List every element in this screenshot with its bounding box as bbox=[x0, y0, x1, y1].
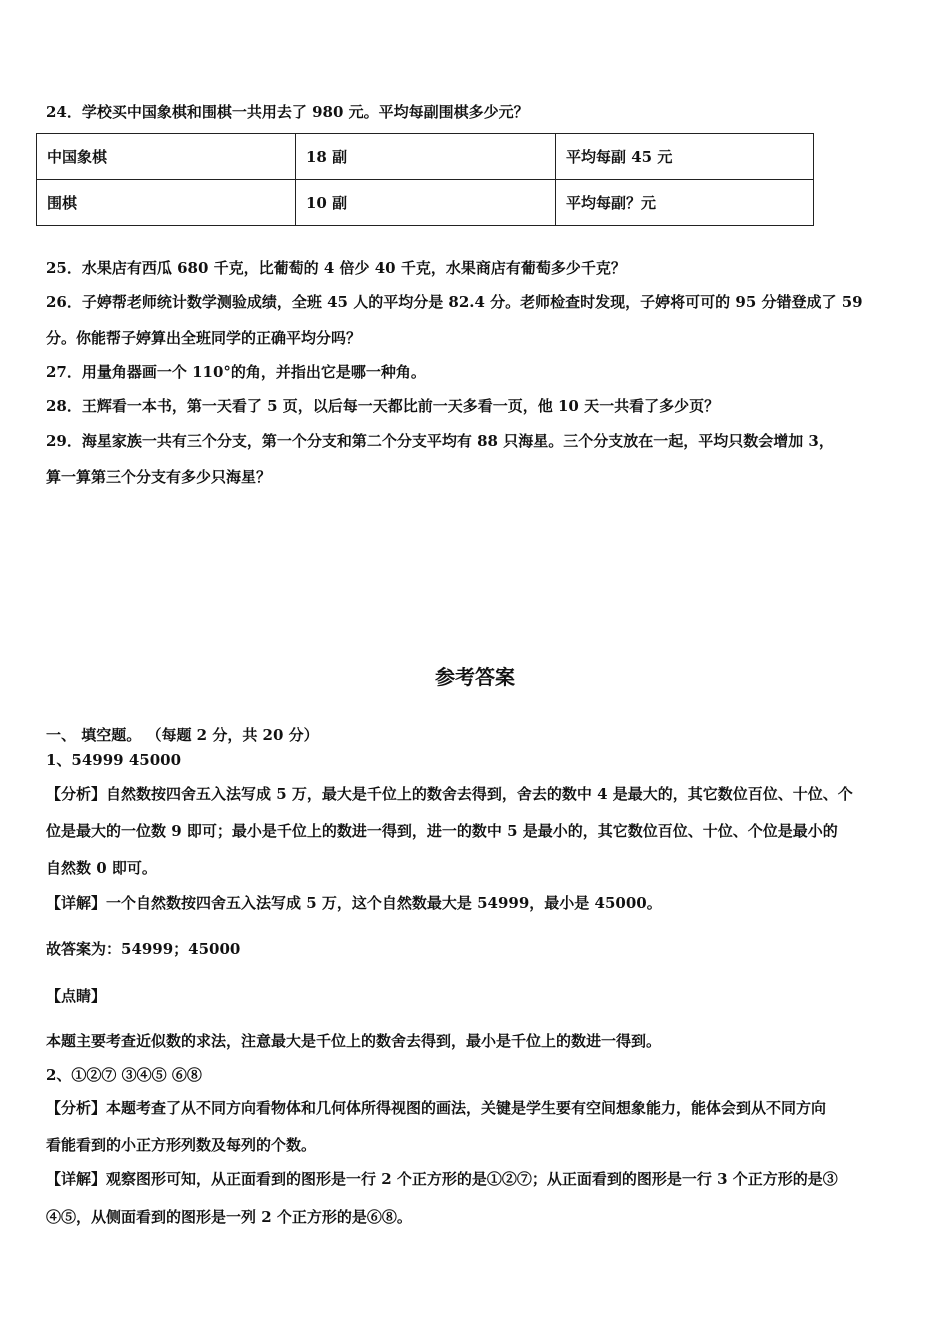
table-cell: 中国象棋 bbox=[37, 134, 296, 180]
question-29-cont: 算一算第三个分支有多少只海星？ bbox=[46, 468, 272, 486]
answer-2-analysis-cont: 看能看到的小正方形列数及每列的个数。 bbox=[46, 1136, 317, 1154]
question-27: 27．用量角器画一个 110°的角，并指出它是哪一种角。 bbox=[46, 363, 426, 381]
answers-title: 参考答案 bbox=[435, 665, 515, 689]
answer-2-detail: 【详解】观察图形可知，从正面看到的图形是一行 2 个正方形的是①②⑦；从正面看到的图形是一行 3 个正方形的是③ bbox=[46, 1170, 838, 1188]
answer-1-comment: 本题主要考查近似数的求法，注意最大是千位上的数舍去得到，最小是千位上的数进一得到。 bbox=[46, 1032, 662, 1050]
answer-1-analysis: 【分析】自然数按四舍五入法写成 5 万，最大是千位上的数舍去得到，舍去的数中 4 是最大的，其它数位百位、十位、个 bbox=[46, 785, 853, 803]
table-row bbox=[37, 134, 814, 180]
answer-1-detail: 【详解】一个自然数按四舍五入法写成 5 万，这个自然数最大是 54999，最小是 45000。 bbox=[46, 894, 662, 912]
question-25: 25．水果店有西瓜 680 千克，比葡萄的 4 倍少 40 千克，水果商店有葡萄多少千克？ bbox=[46, 259, 626, 277]
question-29: 29．海星家族一共有三个分支，第一个分支和第二个分支平均有 88 只海星。三个分支放在一起，平均只数会增加 3， bbox=[46, 432, 834, 450]
answer-2-analysis: 【分析】本题考查了从不同方向看物体和几何体所得视图的画法，关键是学生要有空间想象能力，能体会到从不同方向 bbox=[46, 1099, 827, 1117]
table-row bbox=[37, 180, 814, 226]
question-26: 26．子婷帮老师统计数学测验成绩，全班 45 人的平均分是 82.4 分。老师检查时发现，子婷将可可的 95 分错登成了 59 bbox=[46, 293, 863, 311]
table-cell: 10 副 bbox=[296, 180, 556, 226]
table-cell: 围棋 bbox=[37, 180, 296, 226]
answer-1-analysis-cont: 自然数 0 即可。 bbox=[46, 859, 157, 877]
answer-1-analysis-cont: 位是最大的一位数 9 即可；最小是千位上的数进一得到，进一的数中 5 是最小的，其它数位百位、十位、个位是最小的 bbox=[46, 822, 838, 840]
table-cell: 平均每副？元 bbox=[556, 180, 814, 226]
answer-1: 1、54999 45000 bbox=[46, 751, 182, 769]
answers-section-heading: 一、 填空题。 （每题 2 分，共 20 分） bbox=[46, 726, 319, 744]
question-24: 24．学校买中国象棋和围棋一共用去了 980 元。平均每副围棋多少元？ bbox=[46, 103, 529, 121]
answer-2-detail-cont: ④⑤，从侧面看到的图形是一列 2 个正方形的是⑥⑧。 bbox=[46, 1208, 412, 1226]
table-cell: 平均每副 45 元 bbox=[556, 134, 814, 180]
answer-2: 2、①②⑦ ③④⑤ ⑥⑧ bbox=[46, 1066, 202, 1084]
question-24-table bbox=[36, 133, 814, 226]
question-28: 28．王辉看一本书，第一天看了 5 页，以后每一天都比前一天多看一页，他 10 天一共看了多少页？ bbox=[46, 397, 720, 415]
question-26-cont: 分。你能帮子婷算出全班同学的正确平均分吗？ bbox=[46, 329, 362, 347]
answer-1-result: 故答案为：54999；45000 bbox=[46, 940, 241, 958]
answer-1-comment-label: 【点睛】 bbox=[46, 987, 107, 1005]
table-cell: 18 副 bbox=[296, 134, 556, 180]
